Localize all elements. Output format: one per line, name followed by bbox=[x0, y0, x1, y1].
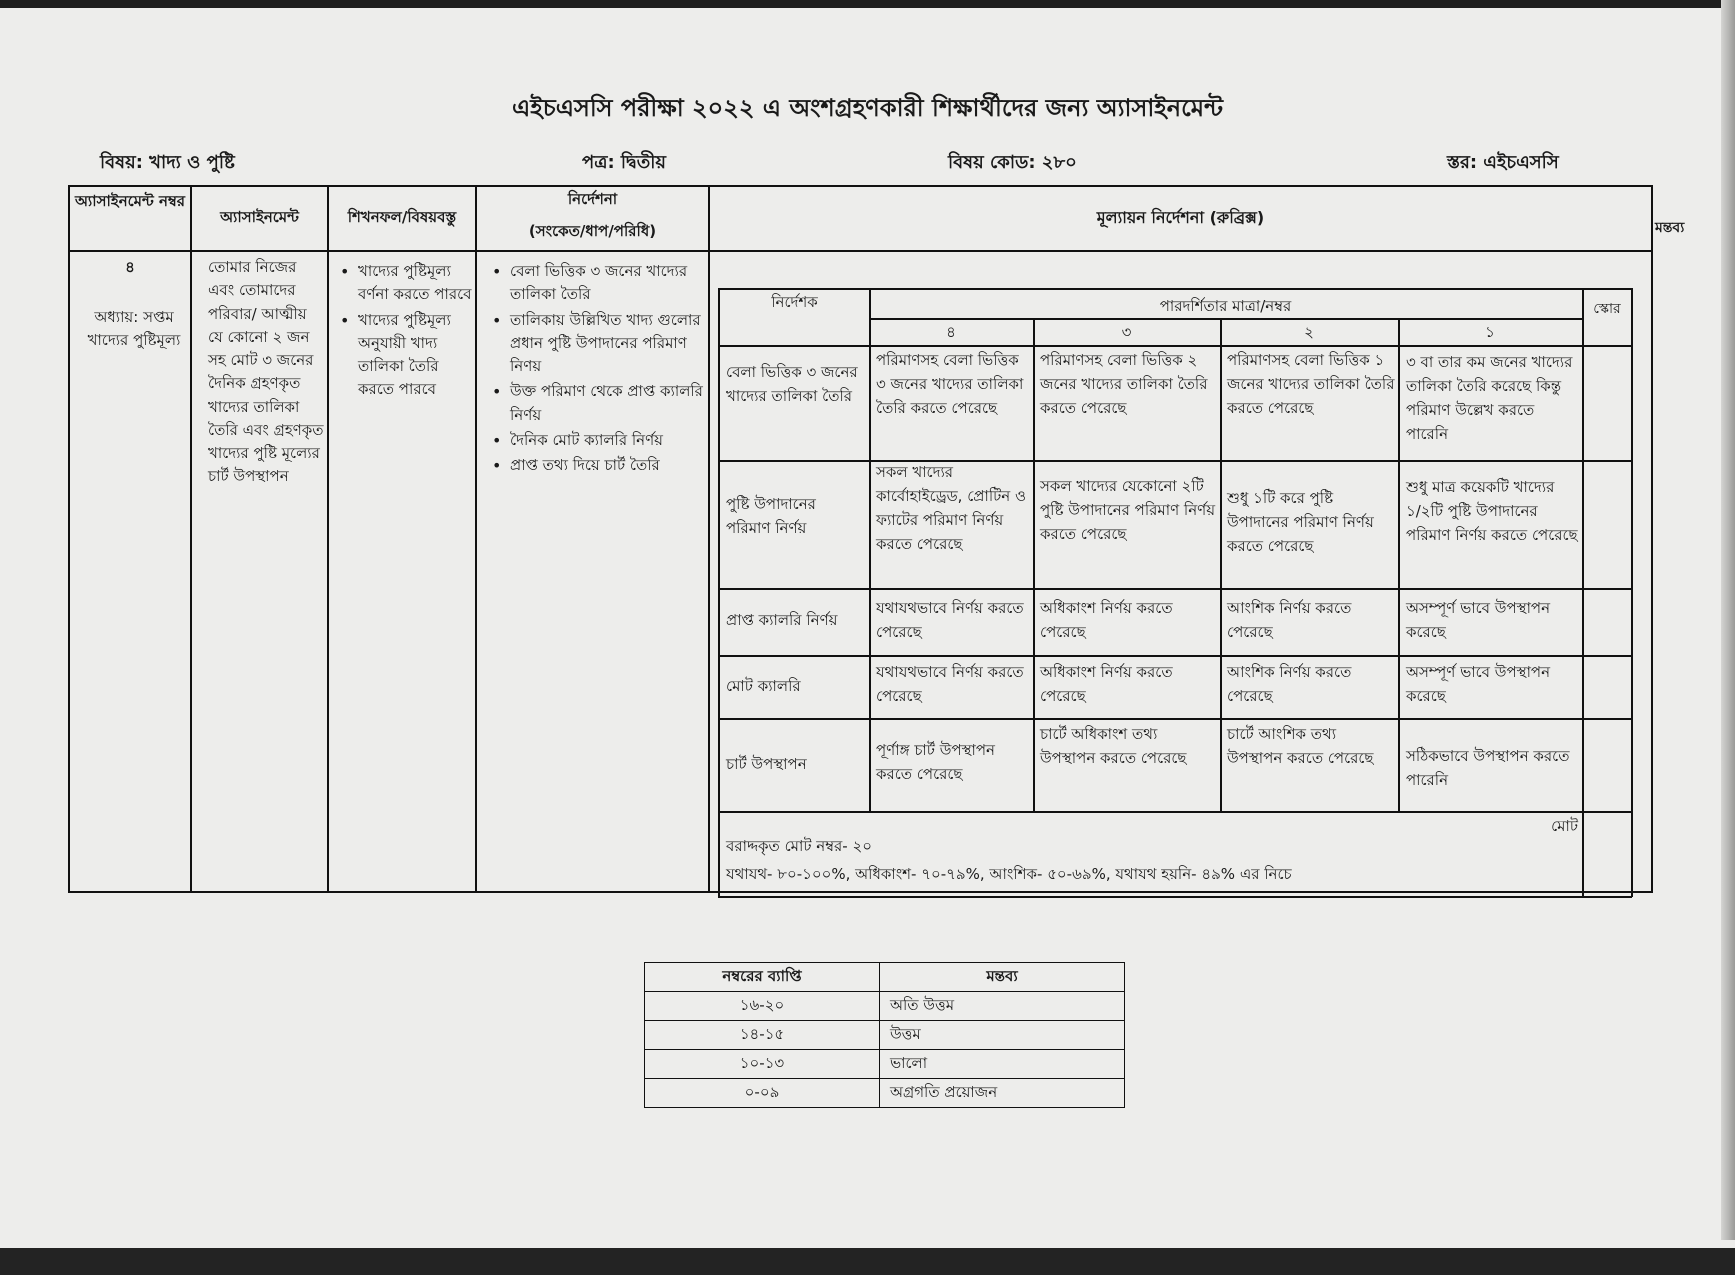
rubric-cell: শুধু মাত্র কয়েকটি খাদ্যের ১/২টি পুষ্টি উপাদানের পরিমাণ নির্ণয় করতে পেরেছে bbox=[1406, 478, 1578, 544]
remark-header: মন্তব্য bbox=[880, 963, 1125, 992]
rubric-indicator: চার্ট উপস্থাপন bbox=[726, 755, 807, 773]
table-border bbox=[475, 185, 477, 893]
paper-label: পত্র: দ্বিতীয় bbox=[582, 152, 667, 173]
table-border bbox=[327, 185, 329, 893]
grading-note: যথাযথ- ৮০-১০০%, অধিকাংশ- ৭০-৭৯%, আংশিক- ৫০-৬৯%, যথাযথ হয়নি- ৪৯% এর নিচে bbox=[726, 865, 1292, 883]
remark-cell: ভালো bbox=[880, 1050, 1125, 1079]
rubric-cell: আংশিক নির্ণয় করতে পেরেছে bbox=[1227, 663, 1352, 705]
rubric-cell: যথাযথভাবে নির্ণয় করতে পেরেছে bbox=[876, 663, 1024, 705]
rubric-cell: পরিমাণসহ বেলা ভিত্তিক ৩ জনের খাদ্যের তালিকা তৈরি করতে পেরেছে bbox=[876, 351, 1024, 417]
table-row bbox=[645, 1021, 1125, 1050]
rubric-border bbox=[1631, 288, 1633, 897]
rubric-cell: চার্টে অধিকাংশ তথ্য উপস্থাপন করতে পেরেছে bbox=[1040, 725, 1187, 767]
rubric-cell: শুধু ১টি করে পুষ্টি উপাদানের পরিমাণ নির্ণয় করতে পেরেছে bbox=[1227, 489, 1374, 555]
learning-outcome-item: • খাদ্যের পুষ্টিমূল্য বর্ণনা করতে পারবে bbox=[338, 260, 474, 307]
instruction-item: • উক্ত পরিমাণ থেকে প্রাপ্ত ক্যালরি নির্ণয় bbox=[490, 380, 704, 427]
learning-outcomes-list bbox=[338, 260, 474, 404]
range-cell: ০-০৯ bbox=[645, 1079, 880, 1108]
level-label: স্তর: এইচএসসি bbox=[1447, 152, 1559, 173]
remark-cell: অগ্রগতি প্রয়োজন bbox=[880, 1079, 1125, 1108]
rubric-indicator: মোট ক্যালরি bbox=[726, 677, 801, 695]
header-instruction: নির্দেশনা bbox=[567, 190, 618, 208]
table-row bbox=[645, 1050, 1125, 1079]
rubric-cell: পরিমাণসহ বেলা ভিত্তিক ১ জনের খাদ্যের তালিকা তৈরি করতে পেরেছে bbox=[1227, 351, 1395, 417]
rubric-cell: পূর্ণাঙ্গ চার্ট উপস্থাপন করতে পেরেছে bbox=[876, 741, 995, 783]
table-border bbox=[68, 185, 1653, 187]
table-border bbox=[708, 185, 710, 893]
scanner-background bbox=[0, 1248, 1735, 1275]
remark-cell: অতি উত্তম bbox=[880, 992, 1125, 1021]
rubric-cell: আংশিক নির্ণয় করতে পেরেছে bbox=[1227, 599, 1352, 641]
rubric-border bbox=[869, 288, 871, 811]
instructions-list bbox=[490, 260, 704, 479]
range-cell: ১৪-১৫ bbox=[645, 1021, 880, 1050]
table-border bbox=[68, 891, 1653, 893]
range-cell: ১৬-২০ bbox=[645, 992, 880, 1021]
paper-edge bbox=[1721, 0, 1735, 1240]
rubric-cell: অধিকাংশ নির্ণয় করতে পেরেছে bbox=[1040, 663, 1173, 705]
assignment-description: তোমার নিজের এবং তোমাদের পরিবার/ আত্মীয় যে কোনো ২ জন সহ মোট ৩ জনের দৈনিক গ্রহণকৃত খাদ্যের তালিকা তৈরি এবং গ্রহণকৃত খাদ্যের পুষ্টি মূল্যের চার্ট উপস্থাপন bbox=[208, 258, 324, 486]
rubric-indicator: পুষ্টি উপাদানের পরিমাণ নির্ণয় bbox=[726, 495, 816, 537]
table-border bbox=[68, 250, 1653, 252]
header-instruction-sub: (সংকেত/ধাপ/পরিধি) bbox=[528, 222, 657, 240]
rubric-level-4: ৪ bbox=[946, 323, 956, 341]
rubric-border bbox=[718, 896, 1632, 898]
rubric-border bbox=[718, 460, 1632, 462]
rubric-border bbox=[1582, 288, 1584, 897]
table-border bbox=[68, 185, 70, 893]
learning-outcome-item: • খাদ্যের পুষ্টিমূল্য অনুযায়ী খাদ্য তালিকা তৈরি করতে পারবে bbox=[338, 309, 474, 402]
remark-cell: উত্তম bbox=[880, 1021, 1125, 1050]
rubric-cell: সঠিকভাবে উপস্থাপন করতে পারেনি bbox=[1406, 747, 1570, 789]
rubric-border bbox=[1033, 318, 1035, 811]
rubric-cell: অসম্পূর্ণ ভাবে উপস্থাপন করেছে bbox=[1406, 599, 1551, 641]
rubric-cell: যথাযথভাবে নির্ণয় করতে পেরেছে bbox=[876, 599, 1024, 641]
rubric-indicator: বেলা ভিত্তিক ৩ জনের খাদ্যের তালিকা তৈরি bbox=[726, 363, 858, 405]
instruction-item: • দৈনিক মোট ক্যালরি নির্ণয় bbox=[490, 429, 704, 452]
rubric-cell: পরিমাণসহ বেলা ভিত্তিক ২ জনের খাদ্যের তালিকা তৈরি করতে পেরেছে bbox=[1040, 351, 1208, 417]
rubric-indicator-header: নির্দেশক bbox=[771, 293, 818, 311]
rubric-border bbox=[1398, 318, 1400, 811]
rubric-cell: অসম্পূর্ণ ভাবে উপস্থাপন করেছে bbox=[1406, 663, 1551, 705]
rubric-border bbox=[718, 811, 1632, 813]
header-assignment-no: অ্যাসাইনমেন্ট নম্বর bbox=[74, 192, 186, 210]
rubric-score-header: স্কোর bbox=[1593, 301, 1621, 317]
instruction-item: • তালিকায় উল্লিখিত খাদ্য গুলোর প্রধান পুষ্টি উপাদানের পরিমাণ নিণয় bbox=[490, 309, 704, 379]
rubric-cell: সকল খাদ্যের যেকোনো ২টি পুষ্টি উপাদানের পরিমাণ নির্ণয় করতে পেরেছে bbox=[1040, 477, 1216, 543]
header-remark: মন্তব্য bbox=[1655, 220, 1685, 236]
rubric-border bbox=[718, 718, 1632, 720]
table-border bbox=[190, 185, 192, 893]
rubric-total-label: মোট bbox=[1551, 817, 1578, 835]
rubric-border bbox=[718, 345, 1632, 347]
rubric-indicator: প্রাপ্ত ক্যালরি নির্ণয় bbox=[726, 611, 838, 629]
header-rubric: মূল্যায়ন নির্দেশনা (রুব্রিক্স) bbox=[1096, 208, 1265, 227]
rubric-cell: সকল খাদ্যের কার্বোহাইড্রেড, প্রোটিন ও ফ্যাটের পরিমাণ নির্ণয় করতে পেরেছে bbox=[876, 463, 1027, 553]
rubric-cell: অধিকাংশ নির্ণয় করতে পেরেছে bbox=[1040, 599, 1173, 641]
rubric-level-2: ২ bbox=[1304, 323, 1314, 341]
assignment-number: ৪ bbox=[125, 258, 135, 276]
range-header: নম্বরের ব্যাপ্তি bbox=[645, 963, 880, 992]
rubric-cell: ৩ বা তার কম জনের খাদ্যের তালিকা তৈরি করেছে কিন্তু পরিমাণ উল্লেখ করতে পারেনি bbox=[1406, 353, 1573, 443]
instruction-item: • প্রাপ্ত তথ্য দিয়ে চার্ট তৈরি bbox=[490, 454, 704, 477]
table-border bbox=[1651, 185, 1653, 893]
rubric-border bbox=[718, 655, 1632, 657]
subject-code-label: বিষয় কোড: ২৮০ bbox=[948, 152, 1077, 173]
subject-label: বিষয়: খাদ্য ও পুষ্টি bbox=[100, 152, 235, 173]
rubric-border bbox=[1220, 318, 1222, 811]
table-row bbox=[645, 1079, 1125, 1108]
rubric-proficiency-header: পারদর্শিতার মাত্রা/নম্বর bbox=[1159, 297, 1292, 315]
rubric-level-3: ৩ bbox=[1121, 323, 1132, 341]
table-header-row bbox=[645, 963, 1125, 992]
allocated-marks: বরাদ্দকৃত মোট নম্বর- ২০ bbox=[726, 837, 872, 855]
header-learning-outcome: শিখনফল/বিষয়বস্তু bbox=[347, 208, 457, 226]
rubric-border bbox=[718, 588, 1632, 590]
chapter-label: অধ্যায়: সপ্তম খাদ্যের পুষ্টিমূল্য bbox=[87, 308, 181, 350]
table-row bbox=[645, 992, 1125, 1021]
rubric-border bbox=[718, 288, 720, 897]
marks-range-table bbox=[644, 962, 1125, 1108]
header-assignment: অ্যাসাইনমেন্ট bbox=[220, 208, 299, 226]
range-cell: ১০-১৩ bbox=[645, 1050, 880, 1079]
document-title: এইচএসসি পরীক্ষা ২০২২ এ অংশগ্রহণকারী শিক্ষার্থীদের জন্য অ্যাসাইনমেন্ট bbox=[512, 94, 1223, 122]
instruction-item: • বেলা ভিত্তিক ৩ জনের খাদ্যের তালিকা তৈরি bbox=[490, 260, 704, 307]
rubric-level-1: ১ bbox=[1485, 323, 1495, 341]
rubric-cell: চার্টে আংশিক তথ্য উপস্থাপন করতে পেরেছে bbox=[1227, 725, 1374, 767]
